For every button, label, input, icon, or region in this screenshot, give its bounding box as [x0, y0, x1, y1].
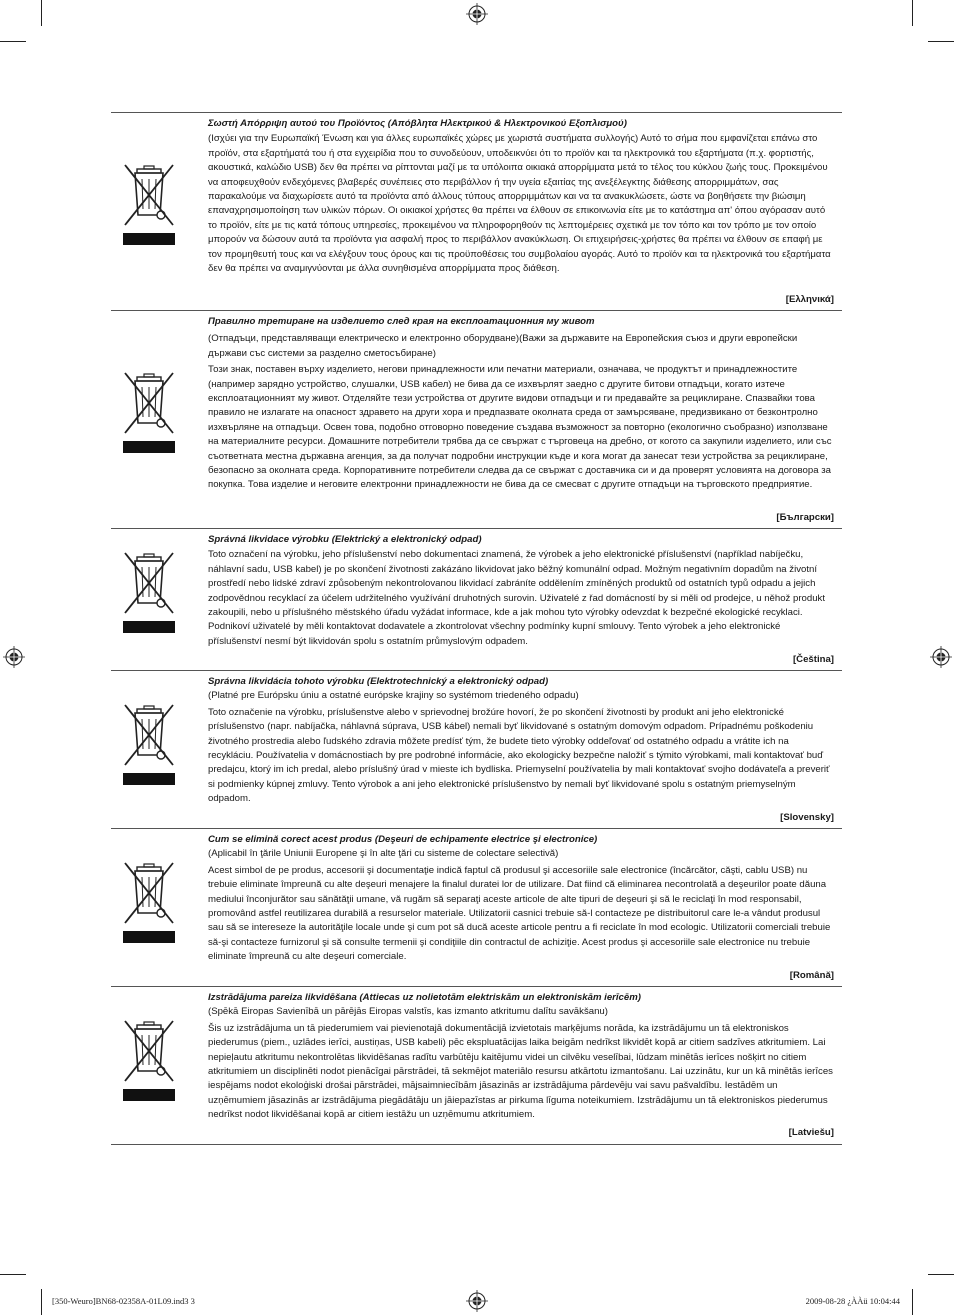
- weee-bin-bar: [123, 773, 175, 785]
- section-title: Správna likvidácia tohoto výrobku (Elektrotechnický a elektronický odpad): [208, 676, 549, 687]
- language-label: [Čeština]: [792, 654, 834, 665]
- weee-bin-icon: [123, 551, 175, 633]
- section-body: Този знак, поставен върху изделието, негови принадлежности или печатни материали, означава, че продуктът и принадлежностите (например зарядно устройство, слушалки, USB кабел) не бива да се изхвърлят заедно с другите битови отпадъци, когато изтече експлоатационният му живот. Отделяйте тези устройства от другите видови отпадъци и ги предавайте за рециклиране. Спазвайки това правило не излагате на опасност здравето на други хора и предпазвате околната среда от замърсяване, предизвикано от безконтролно изхвърляне на отпадъци. Освен това, подобно отговорно поведение създава възможност за повторно (екологично съобразно) използване на материалните ресурси. Домашните потребители трябва да се свържат с търговеца на дребно, от когото са закупили изделието, или със съответната местна държавна агенция, за да получат подробни инструкции къде и кога могат да занесат тези устройства за рециклиране, безопасно за околната среда. Корпоративните потребители следва да се свържат с доставчика си и да проверят условията на договора за покупка. Това изделие и неговите електронни принадлежности не бива да се смесват с другите отпадъци на търговското предприятие.: [208, 364, 832, 491]
- section-title: Правилно третиране на изделието след края на експлоатационния му живот: [208, 316, 595, 327]
- crossed-out-wheelie-bin-icon: [123, 371, 175, 437]
- weee-section-bulgarian: [111, 310, 842, 529]
- section-content: [208, 533, 836, 649]
- crop-mark: [928, 1274, 954, 1275]
- weee-bin-bar: [123, 1089, 175, 1101]
- weee-bin-icon: [123, 861, 175, 943]
- weee-bin-bar: [123, 233, 175, 245]
- section-title: Izstrādājuma pareiza likvidēšana (Attiecas uz nolietotām elektriskām un elektroniskām ierīcēm): [208, 992, 641, 1003]
- section-title: Správná likvidace výrobku (Elektrický a elektronický odpad): [208, 534, 482, 545]
- crop-mark: [928, 41, 954, 42]
- language-label: [Slovensky]: [780, 812, 834, 823]
- crossed-out-wheelie-bin-icon: [123, 551, 175, 617]
- crop-mark: [41, 0, 42, 26]
- weee-bin-icon: [123, 371, 175, 453]
- crop-mark: [41, 1289, 42, 1315]
- registration-mark-icon: [466, 1290, 488, 1312]
- section-body: (Ισχύει για την Ευρωπαϊκή Ένωση και για άλλες ευρωπαϊκές χώρες με χωριστά συστήματα συλλογής) Αυτό το σήμα που εμφανίζεται επάνω στο προϊόν, στα εξαρτήματά του ή στα εγχειρίδια που το συνοδεύουν, υποδεικνύει ότι το προϊόν και τα ηλεκτρονικά του εξαρτήματα (π.χ. φορτιστής, ακουστικά, καλώδιο USB) δεν θα πρέπει να ρίπτονται μαζί με τα υπόλοιπα οικιακά απορρίμματα μετά το τέλος του κύκλου ζωής τους. Προκειμένου να αποφευχθούν ενδεχόμενες βλαβερές συνέπειες στο περιβάλλον ή την υγεία εξαιτίας της ανεξέλεγκτης διάθεσης απορριμμάτων, σας παρακαλούμε να διαχωρίσετε αυτό τα προϊόντα από άλλους τύπους απορριμμάτων και να τα ανακυκλώσετε, ώστε να βοηθήσετε την βιώσιμη επαναχρησιμοποίηση των υλικών πόρων. Οι οικιακοί χρήστες θα πρέπει να έλθουν σε επικοινωνία είτε με το κατάστημα απ' όπου αγόρασαν αυτό το προϊόν, είτε με τις κατά τόπους υπηρεσίες, προκειμένου να πληροφορηθούν τις λεπτομέρειες σχετικά με τον τόπο και τον τρόπο με τον οποίο μπορούν να δώσουν αυτά τα προϊόντα για ασφαλή προς το περιβάλλον ανακύκλωση. Οι επιχειρήσεις-χρήστες θα πρέπει να έλθουν σε επαφή με τον προμηθευτή τους και να ελέγξουν τους όρους και τις προϋποθέσεις του συμβολαίου αγοράς. Αυτό το προϊόν και τα ηλεκτρονικά του εξαρτήματα δεν θα πρέπει να αναμιγνύονται με άλλα συνηθισμένα απορρίμματα προς διάθεση.: [208, 133, 831, 275]
- section-subtitle: (Platné pre Európsku úniu a ostatné európske krajiny so systémom triedeného odpadu): [208, 690, 579, 702]
- weee-bin-bar: [123, 931, 175, 943]
- footer-timestamp: 2009-08-28 ¿ÀÀü 10:04:44: [805, 1296, 900, 1306]
- section-body: Toto označení na výrobku, jeho příslušenství nebo dokumentaci znamená, že výrobek a jeho elektronické příslušenství (například nabíječku, náhlavní sadu, USB kabel) je po skončení životnosti zakázáno likvidovat jako běžný komunální odpad. Možným negativním dopadům na životní prostředí nebo lidské zdraví způsobeným nekontrolovanou likvidací zabráníte oddělením zmíněných produktů od ostatních typů odpadu a jejich zodpovědnou recyklací za účelem udržitelného využívání druhotných surovin. Uživatelé z řad domácností by si měli od prodejce, u něhož produkt zakoupili, nebo u příslušného městského úřadu vyžádat informace, kde a jak mohou tyto výrobky odevzdat k bezpečné ekologické recyklaci. Podnikoví uživatelé by měli kontaktovat dodavatele a zkontrolovat všechny podmínky kupní smlouvy. Tento výrobek a jeho elektronické příslušenství nesmí být likvidován spolu s ostatním průmyslovým odpadem.: [208, 549, 825, 647]
- section-title: Cum se elimină corect acest produs (Deşeuri de echipamente electrice şi electronice): [208, 834, 598, 845]
- crossed-out-wheelie-bin-icon: [123, 703, 175, 769]
- section-body: Toto označenie na výrobku, príslušenstve alebo v sprievodnej brožúre hovorí, že po skončení životnosti by produkt ani jeho elektronické príslušenstvo (napr. nabíjačka, náhlavná súprava, USB kábel) nemali byť likvidované s ostatným domovým odpadom. Prípadnému poškodeniu životného prostredia alebo ľudského zdravia môžete predísť tým, že budete tieto výrobky oddeľovať od ostatného odpadu a vrátite ich na recykláciu. Používatelia v domácnostiach by pre podrobné informácie, ako ekologicky bezpečne naložiť s týmito výrobkami, mali kontaktovať buď predajcu, ktorý im ich predal, alebo príslušný úrad v mieste ich bydliska. Priemyselní používatelia by mali kontaktovať svojho dodávateľa a preveriť si podmienky kúpnej zmluvy. Tento výrobok a ani jeho elektronické príslušenstvo by nemali byť likvidované spolu s ostatným priemyselným odpadom.: [208, 706, 830, 805]
- weee-section-greek: [111, 112, 842, 311]
- weee-section-czech: [111, 528, 842, 671]
- weee-bin-bar: [123, 621, 175, 633]
- section-subtitle: (Aplicabil în ţările Uniunii Europene şi în alte ţări cu sisteme de colectare selectivă): [208, 848, 559, 860]
- language-label: [Română]: [789, 970, 834, 981]
- registration-mark-icon: [3, 646, 25, 668]
- crossed-out-wheelie-bin-icon: [123, 1019, 175, 1085]
- footer-file-info: [350-Weuro]BN68-02358A-01L09.ind3 3: [52, 1296, 195, 1306]
- crossed-out-wheelie-bin-icon: [123, 163, 175, 229]
- crop-mark: [912, 0, 913, 26]
- section-body: Šis uz izstrādājuma un tā piederumiem vai pievienotajā dokumentācijā izvietotais marķējums norāda, ka izstrādājumu un tā elektroniskos piederumus (piem., uzlādes ierīci, austiņas, USB kabeli) pēc ekspluatācijas laika beigām nedrīkst likvidēt kopā ar citiem sadzīves atkritumiem. Lai nepieļautu atkritumu nekontrolētas likvidēšanas radītu varbūtēju kaitējumu videi un cilvēku veselībai, lūdzam minētās ierīces nošķirt no citiem atkritumiem un disciplinēti nodot pienācīgai pārstrādei, tā sekmējot materiālo resursu atkārtotu izmantošanu. Lai uzzinātu, kur un kā minētās ierīces iespējams nodot ekoloģiski drošai pārstrādei, mājsaimniecībām jāsazinās ar izstrādājuma pārdevēju vai savu pašvaldību. Iestādēm un uzņēmumiem jāsazinās ar izstrādājuma piegādātāju un jāiepazīstas ar pirkuma līguma noteikumiem. Izstrādājumu un tā elektroniskos piederumus nedrīkst nodot likvidēšanai kopā ar citiem iestāžu un uzņēmumu atkritumiem.: [208, 1022, 833, 1121]
- weee-section-slovak: [111, 670, 842, 829]
- weee-bin-icon: [123, 163, 175, 245]
- crop-mark: [912, 1289, 913, 1315]
- section-content: [208, 991, 836, 1123]
- registration-mark-icon: [930, 646, 952, 668]
- weee-bin-icon: [123, 703, 175, 785]
- section-subtitle: (Отпадъци, представляващи електрическо и електронно оборудване)(Важи за държавите на Европейския съюз и други европейски държави със системи за разделно сметосъбиране): [208, 333, 798, 359]
- language-label: [Latviešu]: [788, 1127, 834, 1138]
- section-content: [208, 117, 836, 276]
- section-content: [208, 315, 836, 493]
- registration-mark-icon: [466, 3, 488, 25]
- crossed-out-wheelie-bin-icon: [123, 861, 175, 927]
- language-label: [Български]: [776, 512, 834, 523]
- section-title: Σωστή Απόρριψη αυτού του Προϊόντος (Απόβλητα Ηλεκτρικού & Ηλεκτρονικού Εξοπλισμού): [208, 118, 627, 129]
- section-content: [208, 675, 836, 807]
- weee-bin-bar: [123, 441, 175, 453]
- weee-section-latvian: [111, 986, 842, 1145]
- crop-mark: [0, 41, 26, 42]
- weee-section-romanian: [111, 828, 842, 987]
- weee-bin-icon: [123, 1019, 175, 1101]
- section-subtitle: (Spēkā Eiropas Savienībā un pārējās Eiropas valstīs, kas izmanto atkritumu dalītu savākšanu): [208, 1006, 608, 1018]
- language-label: [Ελληνικά]: [785, 294, 834, 305]
- crop-mark: [0, 1274, 26, 1275]
- section-body: Acest simbol de pe produs, accesorii şi documentaţie indică faptul că produsul şi accesoriile sale electronice (încărcător, căşti, cablu USB) nu trebuie eliminate împreună cu alte deşeuri menajere la finalul duratei lor de utilizare. Dat fiind că eliminarea necontrolată a deşeurilor poate dăuna mediului înconjurător sau sănătăţii umane, vă rugăm să separaţi aceste articole de alte tipuri de deşeuri şi să le reciclaţi în mod responsabil, promovând astfel reutilizarea durabilă a resurselor materiale. Utilizatorii casnici trebuie să-l contacteze pe distribuitorul care le-a vândut produsul sau să se intereseze la autorităţile locale unde şi cum pot să ducă aceste articole pentru a fi reciclate în mod ecologic. Utilizatorii comerciali trebuie să-şi contacteze furnizorul şi să consulte termenii şi condiţiile din contractul de achiziţie. Acest produs şi accesoriile sale electronice nu trebuie eliminate împreună cu alte deşeuri comerciale.: [208, 864, 831, 963]
- section-content: [208, 833, 836, 965]
